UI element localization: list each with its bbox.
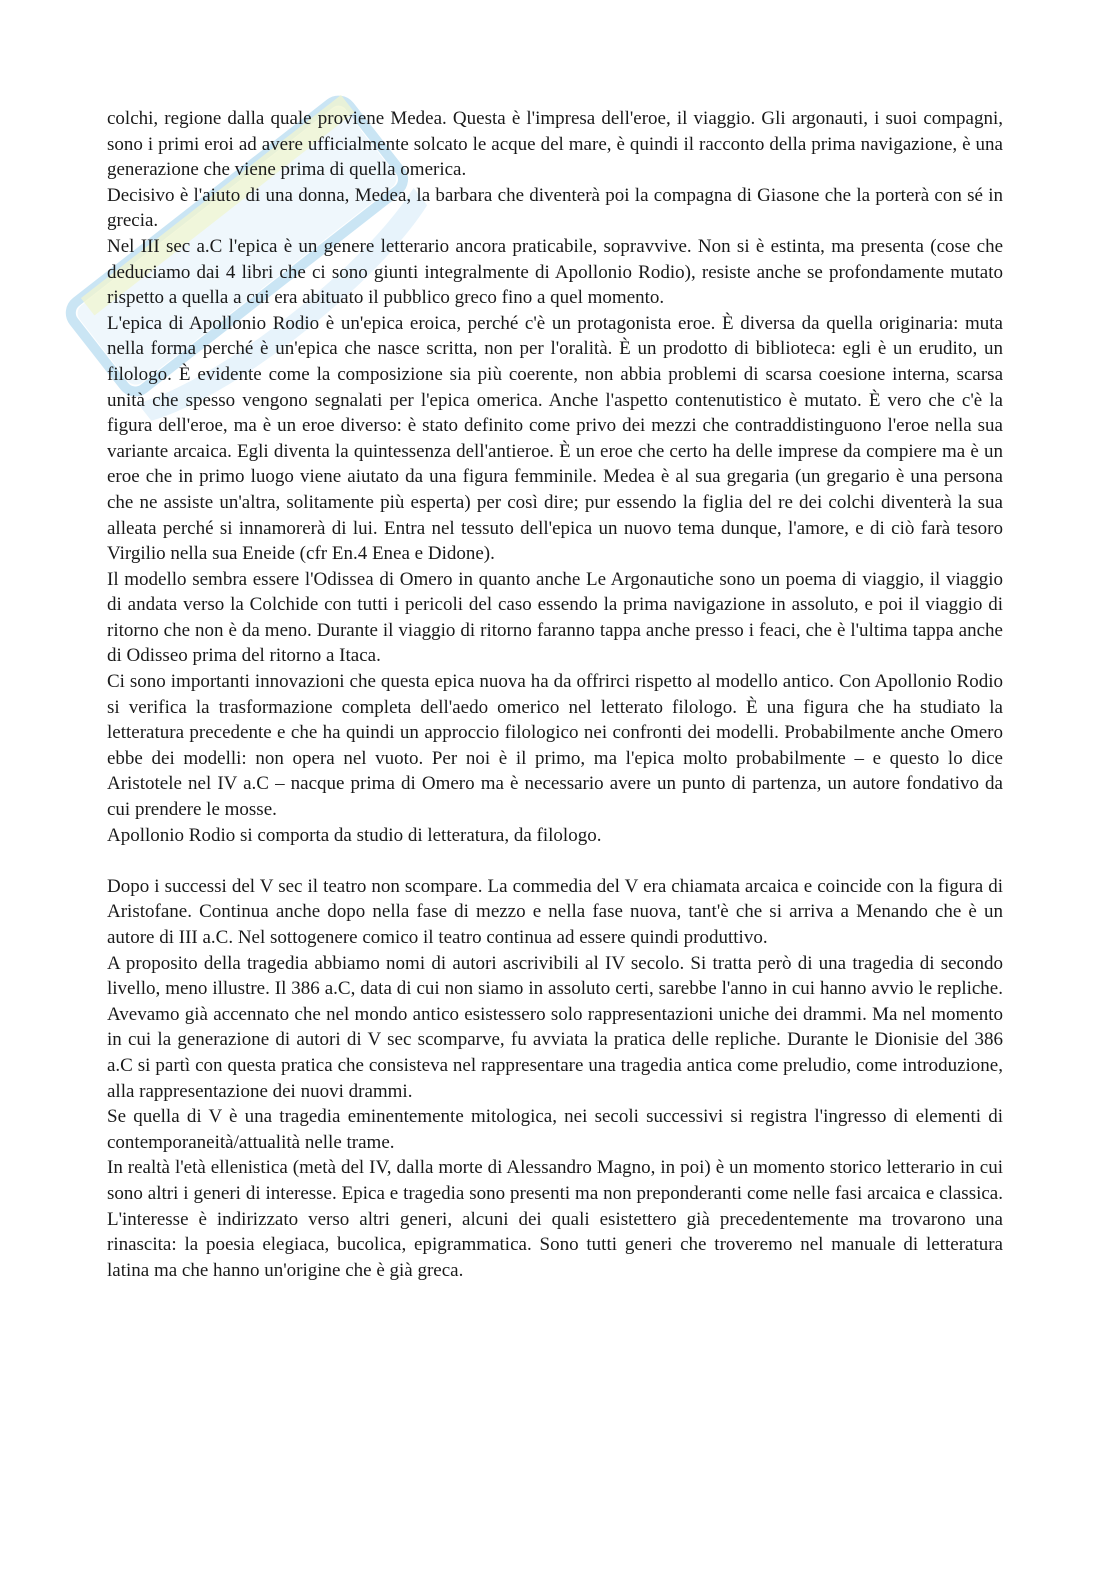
paragraph-3: Nel III sec a.C l'epica è un genere letterario ancora praticabile, sopravvive. Non si è estinta, ma presenta (cose che deduciamo dai 4 libri che ci sono giunti integralmente di Apollonio Rodio), resiste anche se profondamente mutato rispetto a quella a cui era abituato il pubblico greco fino a quel momento.: [107, 235, 1003, 309]
paragraph-11: In realtà l'età ellenistica (metà del IV, dalla morte di Alessandro Magno, in poi) è un momento storico letterario in cui sono altri i generi di interesse. Epica e tragedia sono presenti ma non preponderanti come nelle fasi arcaica e classica. L'interesse è indirizzato verso altri generi, alcuni dei quali esistettero già precedentemente ma trovarono una rinascita: la poesia elegiaca, bucolica, epigrammatica. Sono tutti generi che troveremo nel manuale di letteratura latina ma che hanno un'origine che è già greca.: [107, 1157, 1003, 1281]
document-body: [107, 106, 1003, 1283]
paragraph-4: L'epica di Apollonio Rodio è un'epica eroica, perché c'è un protagonista eroe. È diversa da quella originaria: muta nella forma perché è un'epica che nasce scritta, non per l'oralità. È un prodotto di biblioteca: egli è un erudito, un filologo. È evidente come la composizione sia più coerente, non abbia problemi di scarsa coesione interna, scarsa unità che spesso vengono segnalati per l'epica omerica. Anche l'aspetto contenutistico è mutato. È vero che c'è la figura dell'eroe, ma è un eroe diverso: è stato definito come privo dei mezzi che contraddistinguono l'eroe nella sua variante arcaica. Egli diventa la quintessenza dell'antieroe. È un eroe che certo ha delle imprese da compiere ma è un eroe che in primo luogo viene aiutato da una figura femminile. Medea è al sua gregaria (un gregario è una persona che ne assiste un'altra, solitamente più esperta) per così dire; pur essendo la figlia del re dei colchi diventerà la sua alleata perché si innamorerà di lui. Entra nel tessuto dell'epica un nuovo tema dunque, l'amore, e di ciò farà tesoro Virgilio nella sua Eneide (cfr En.4 Enea e Didone).: [107, 312, 1003, 565]
paragraph-1: colchi, regione dalla quale proviene Medea. Questa è l'impresa dell'eroe, il viaggio. Gli argonauti, i suoi compagni, sono i primi eroi ad avere ufficialmente solcato le acque del mare, è quindi il racconto della prima navigazione, è una generazione che viene prima di quella omerica.: [107, 108, 1003, 181]
paragraph-7: Apollonio Rodio si comporta da studio di letteratura, da filologo.: [107, 824, 602, 846]
paragraph-6: Ci sono importanti innovazioni che questa epica nuova ha da offrirci rispetto al modello antico. Con Apollonio Rodio si verifica la trasformazione completa dell'aedo omerico nel letterato filologo. È una figura che ha studiato la letteratura precedente e che ha quindi un approccio filologico nei confronti dei modelli. Probabilmente anche Omero ebbe dei modelli: non opera nel vuoto. Per noi è il primo, ma l'epica molto probabilmente – e questo lo dice Aristotele nel IV a.C – nacque prima di Omero ma è necessario avere un punto di partenza, un autore fondativo da cui prendere le mosse.: [107, 671, 1003, 821]
paragraph-8: Dopo i successi del V sec il teatro non scompare. La commedia del V era chiamata arcaica e coincide con la figura di Aristofane. Continua anche dopo nella fase di mezzo e nella fase nuova, tant'è che si arriva a Menando che è un autore di III a.C. Nel sottogenere comico il teatro continua ad essere quindi produttivo.: [107, 875, 1003, 948]
paragraph-5: Il modello sembra essere l'Odissea di Omero in quanto anche Le Argonautiche sono un poema di viaggio, il viaggio di andata verso la Colchide con tutti i pericoli del caso essendo la prima navigazione in assoluto, e poi il viaggio di ritorno che non è da meno. Durante il viaggio di ritorno faranno tappa anche presso i feaci, che è l'ultima tappa anche di Odisseo prima del ritorno a Itaca.: [107, 568, 1003, 667]
paragraph-9: A proposito della tragedia abbiamo nomi di autori ascrivibili al IV secolo. Si tratta però di una tragedia di secondo livello, meno illustre. Il 386 a.C, data di cui non siamo in assoluto certi, sarebbe l'anno in cui hanno avvio le repliche. Avevamo già accennato che nel mondo antico esistessero solo rappresentazioni uniche dei drammi. Ma nel momento in cui la generazione di autori di V sec scomparve, fu avviata la pratica delle repliche. Durante le Dionisie del 386 a.C si partì con questa pratica che consisteva nel rappresentare una tragedia antica come preludio, come introduzione, alla rappresentazione dei nuovi drammi.: [107, 952, 1003, 1102]
paragraph-2: Decisivo è l'aiuto di una donna, Medea, la barbara che diventerà poi la compagna di Giasone che la porterà con sé in grecia.: [107, 184, 1003, 232]
paragraph-10: Se quella di V è una tragedia eminentemente mitologica, nei secoli successivi si registra l'ingresso di elementi di contemporaneità/attualità nelle trame.: [107, 1106, 1003, 1153]
